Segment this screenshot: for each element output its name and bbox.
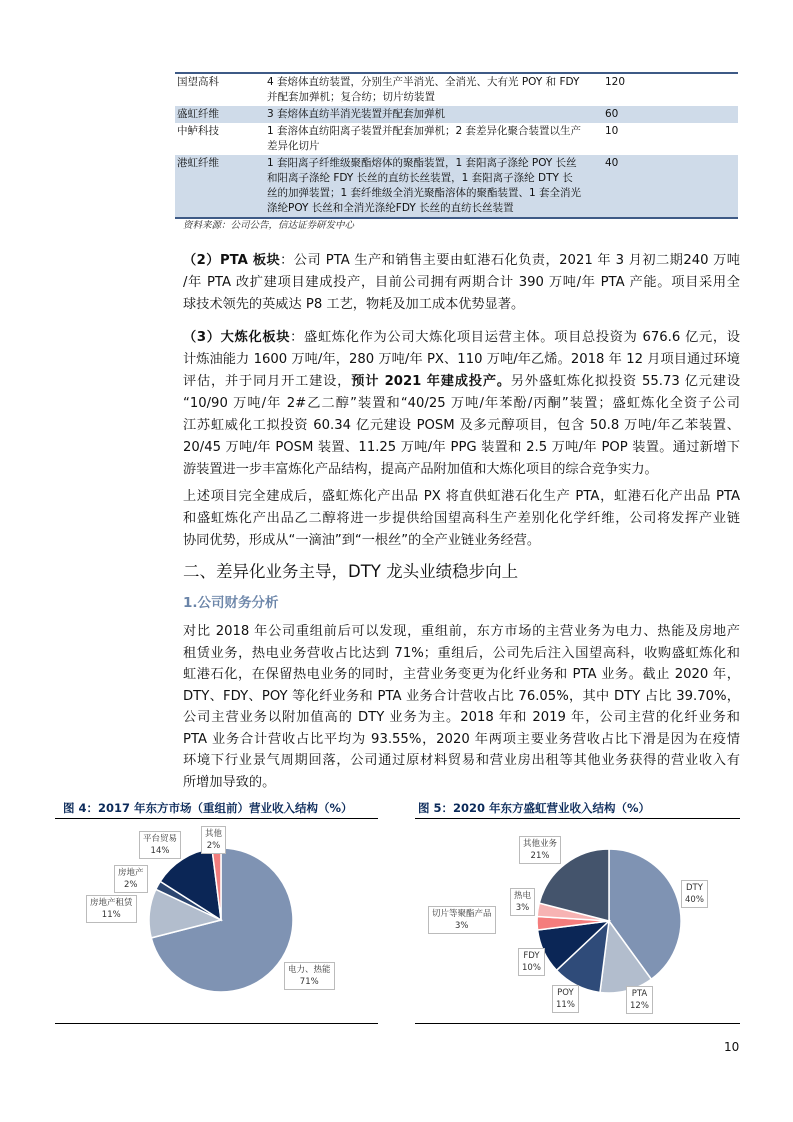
equipment-line: 3 套熔体直纺半消光装置并配套加弹机 (267, 108, 446, 120)
capacity-cell: 120 (605, 76, 626, 88)
slice-value: 11% (556, 1000, 575, 1010)
line: 江苏虹威化工拟投资 60.34 亿元建设 POSM 及多元醇项目，包含 50.8 万吨/年乙苯装置、 (183, 418, 740, 433)
refining-title: （3）大炼化板块 (183, 330, 291, 345)
equipment-line: 1 套阳离子纤维级聚酯熔体的聚酯装置，1 套阳离子涤纶 POY 长丝 (267, 157, 577, 169)
slice-name: 其他 (205, 829, 223, 839)
bold-text: 预计 2021 年建成投产。 (351, 374, 511, 389)
pie-data-label (681, 880, 708, 908)
line: 20/45 万吨/年 POSM 装置、11.25 万吨/年 PPG 装置和 2.5 万吨/年 POP 装置。通过新增下 (183, 440, 740, 455)
line: 和盛虹炼化产出品乙二醇将进一步提供给国望高科生产差别化化学纤维，公司将发挥产业链 (183, 511, 740, 526)
equipment-line: 差异化切片 (267, 140, 320, 152)
divider (55, 1023, 378, 1024)
equipment-line: 和阳离子涤纶 FDY 长丝的直纺长丝装置，1 套阳离子涤纶 DTY 长 (267, 172, 573, 184)
capacity-cell: 60 (605, 108, 619, 120)
line: 球技术领先的英威达 P8 工艺，物耗及加工成本优势显著。 (183, 297, 525, 312)
slice-value: 71% (299, 977, 319, 987)
pie-data-label (139, 831, 181, 859)
slice-name: 房地产 (118, 868, 144, 878)
slice-value: 2% (206, 841, 221, 851)
company-cell: 港虹纤维 (177, 157, 219, 169)
figure5-title: 图 5：2020 年东方盛虹营业收入结构（%） (418, 801, 651, 815)
page-number: 10 (724, 1040, 740, 1054)
equipment-line: 涤纶POY 长丝和全消光涤纶FDY 长丝的直纺长丝装置 (267, 202, 514, 214)
line: 评估，并于同月开工建设， (183, 374, 352, 389)
equipment-line: 1 套溶体直纺阳离子装置并配套加弹机；2 套差异化聚合装置以生产 (267, 125, 582, 137)
line: 协同优势，形成从“一滴油”到“一根丝”的全产业链业务经营。 (183, 533, 541, 548)
company-cell: 国望高科 (177, 76, 219, 88)
line: ：盛虹炼化作为公司大炼化项目运营主体。项目总投资为 676.6 亿元，设 (290, 330, 740, 345)
slice-name: 其他业务 (523, 839, 558, 849)
line: 上述项目完全建成后，盛虹炼化产出品 PX 将直供虹港石化生产 PTA，虹港石化产出品 PTA (183, 489, 740, 504)
line: “10/90 万吨/年 2#乙二醇”装置和“40/25 万吨/年苯酚/丙酮”装置；盛虹炼化全资子公司 (183, 396, 740, 411)
line: 公司主营业务以附加值高的 DTY 业务为主。2018 年和 2019 年，公司主营的化纤业务和 (183, 710, 740, 725)
pie-data-label (510, 888, 535, 916)
pie-data-label (428, 906, 496, 934)
equipment-line: 4 套熔体直纺装置，分别生产半消光、全消光、大有光 POY 和 FDY (267, 76, 580, 88)
pie-data-label (519, 836, 561, 864)
line: /年 PTA 改扩建项目建成投产，目前公司拥有两期合计 390 万吨/年 PTA 产能。项目采用全 (183, 275, 740, 290)
slice-value: 11% (101, 910, 121, 920)
company-cell: 盛虹纤维 (177, 108, 219, 120)
slice-name: POY (557, 988, 574, 998)
line: 环境下行业景气周期回落，公司通过原材料贸易和营业房出租等其他业务获得的营业收入有 (183, 753, 740, 768)
pie-data-label (86, 895, 137, 923)
slice-value: 2% (124, 880, 138, 890)
line: 虹港石化，在保留热电业务的同时，主营业务变更为化纤业务和 PTA 业务。截止 2020 年， (183, 667, 740, 682)
line: 所增加导致的。 (183, 774, 276, 790)
slice-name: 平台贸易 (143, 834, 178, 844)
equipment-line: 并配套加弹机；复合纺；切片纺装置 (267, 91, 435, 103)
slice-value: 40% (685, 895, 704, 905)
line: 计炼油能力 1600 万吨/年，280 万吨/年 PX、110 万吨/年乙烯。2018 年 12 月项目通过环境 (183, 352, 740, 367)
line: DTY、FDY、POY 等化纤业务和 PTA 业务合计营收占比 76.05%，其中 DTY 占比 39.70%， (183, 688, 740, 704)
slice-value: 3% (455, 921, 469, 931)
figure4-title: 图 4：2017 年东方市场（重组前）营业收入结构（%） (63, 801, 353, 815)
slice-name: DTY (685, 883, 703, 893)
capacity-cell: 10 (605, 125, 619, 137)
slice-value: 21% (530, 851, 550, 861)
divider (415, 1023, 740, 1024)
slice-value: 14% (150, 846, 170, 856)
line: PTA 业务合计营收占比平均为 93.55%，2020 年两项主要业务营收占比下滑是因为在疫情 (183, 731, 740, 747)
pta-title: （2）PTA 板块 (183, 253, 281, 268)
line: 租赁业务，热电业务营收占比达到 71%；重组后，公司先后注入国望高科，收购盛虹炼化和 (183, 645, 740, 661)
line: 游装置进一步丰富炼化产品结构，提高产品附加值和大炼化项目的综合竞争实力。 (183, 462, 658, 477)
company-cell: 中鲈科技 (177, 125, 219, 137)
pie-data-label (284, 962, 335, 990)
slice-name: 电力、热能 (288, 965, 331, 975)
slice-value: 12% (630, 1001, 649, 1011)
slice-value: 3% (515, 903, 530, 913)
subsection-heading: 1.公司财务分析 (183, 595, 279, 611)
pie-data-label (114, 865, 148, 893)
pie-data-label (201, 826, 226, 854)
pie-data-label (552, 985, 579, 1013)
equipment-line: 丝的加弹装置；1 套纤维级全消光聚酯溶体的聚酯装置、1 套全消光 (267, 187, 582, 199)
section-heading: 二、差异化业务主导，DTY 龙头业绩稳步向上 (183, 562, 519, 581)
pie-data-label (518, 948, 545, 976)
slice-name: PTA (631, 989, 648, 999)
slice-name: 切片等聚酯产品 (432, 909, 492, 919)
line: ：公司 PTA 生产和销售主要由虹港石化负责，2021 年 3 月初二期240 万吨 (280, 253, 740, 268)
slice-value: 10% (522, 963, 541, 973)
slice-name: 热电 (514, 891, 532, 901)
slice-name: 房地产租赁 (90, 898, 133, 908)
slice-name: FDY (523, 951, 540, 961)
line: 另外盛虹炼化拟投资 55.73 亿元建设 (510, 374, 740, 389)
line: 对比 2018 年公司重组前后可以发现，重组前，东方市场的主营业务为电力、热能及房地产 (183, 624, 740, 639)
pie-data-label (626, 986, 653, 1014)
table-source: 资料来源：公司公告，信达证券研发中心 (183, 220, 355, 231)
capacity-cell: 40 (605, 157, 619, 169)
